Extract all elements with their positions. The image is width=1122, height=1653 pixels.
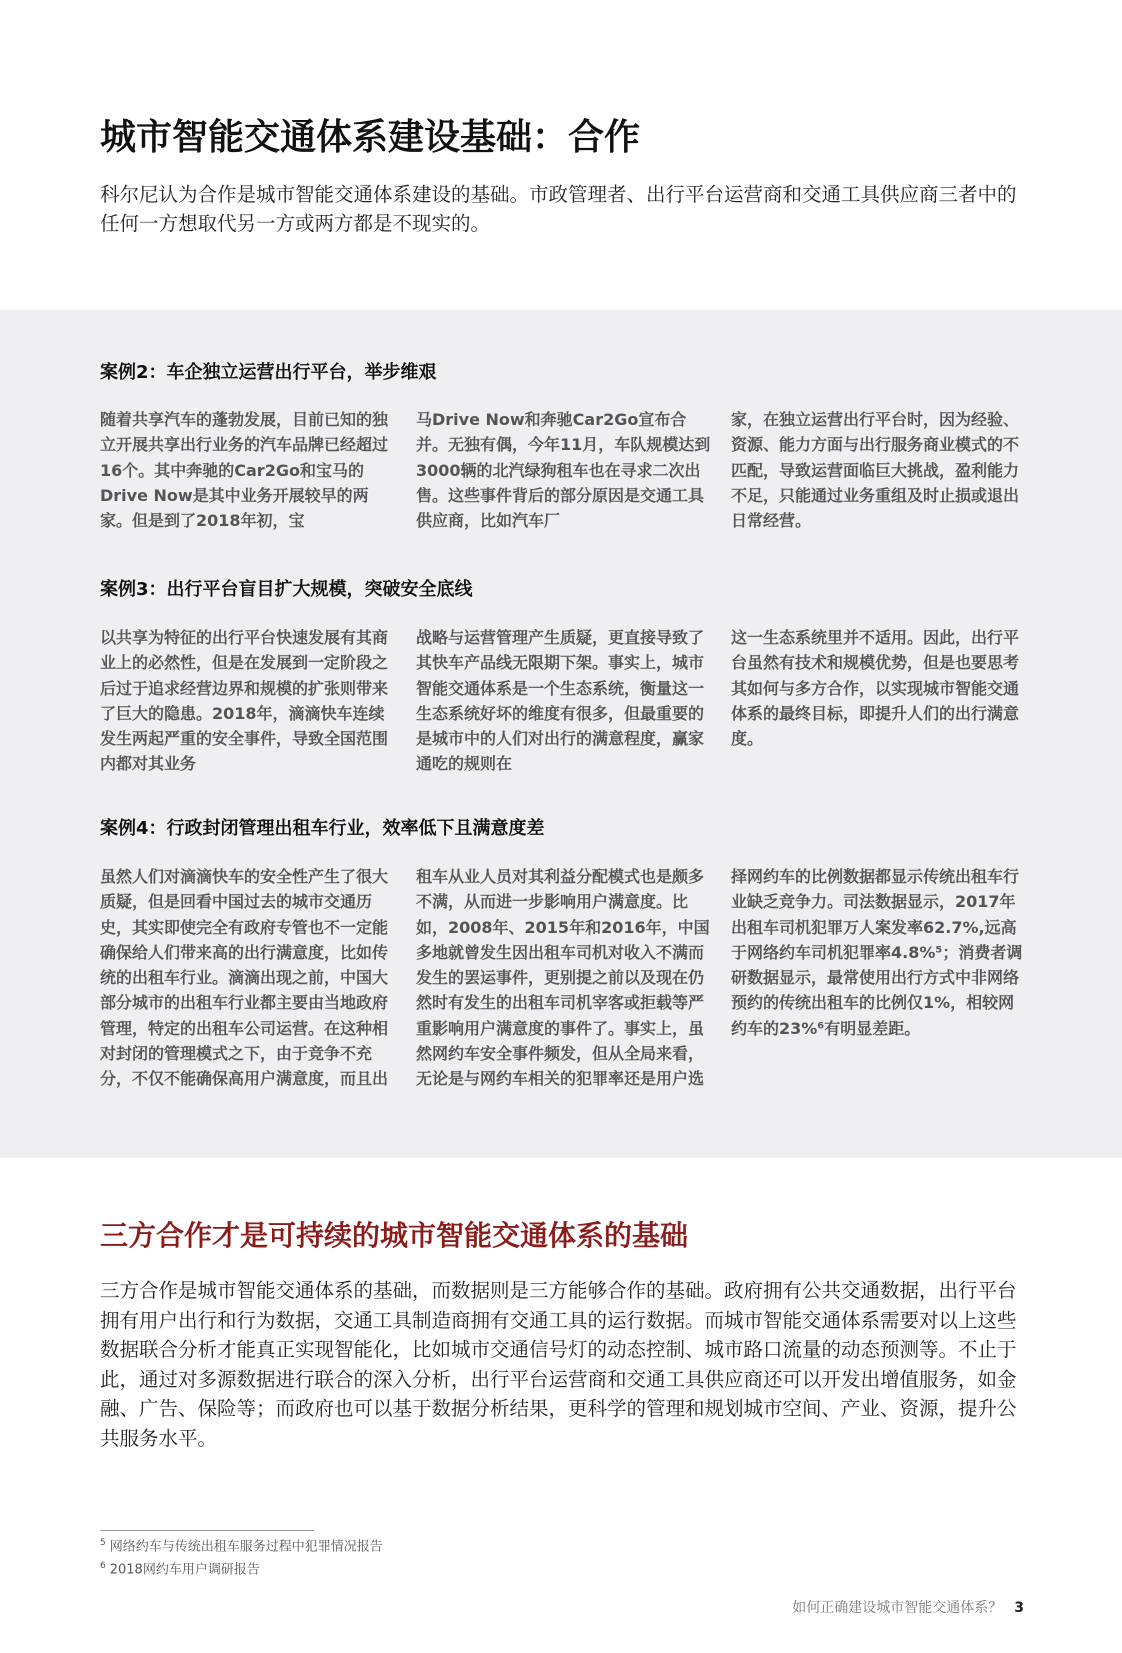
section-2-title: 三方合作才是可持续的城市智能交通体系的基础 xyxy=(100,1219,689,1252)
case-2-column-1: 随着共享汽车的蓬勃发展，目前已知的独立开展共享出行业务的汽车品牌已经超过16个。其中奔驰的Car2Go和宝马的Drive Now是其中业务开展较早的两家。但是到了2018年初，宝 xyxy=(100,410,389,531)
case-3-column-3: 这一生态系统里并不适用。因此，出行平台虽然有技术和规模优势，但是也要思考其如何与多方合作，以实现城市智能交通体系的最终目标，即提升人们的出行满意度。 xyxy=(731,628,1020,749)
case-2-heading: 案例2：车企独立运营出行平台，举步维艰 xyxy=(100,362,437,383)
case-3-column-2: 战略与运营管理产生质疑，更直接导致了其快车产品线无限期下架。事实上，城市智能交通体系是一个生态系统，衡量这一生态系统好坏的维度有很多，但最重要的是城市中的人们对出行的满意程度，赢家通吃的规则在 xyxy=(416,628,705,774)
case-4-column-1: 虽然人们对滴滴快车的安全性产生了很大质疑，但是回看中国过去的城市交通历史，其实即使完全有政府专管也不一定能确保给人们带来高的出行满意度，比如传统的出租车行业。滴滴出现之前，中国大部分城市的出租车行业都主要由当地政府管理，特定的出租车公司运营。在这种相对封闭的管理模式之下，由于竞争不充分，不仅不能确保高用户满意度，而且出 xyxy=(100,867,389,1089)
page-title: 城市智能交通体系建设基础：合作 xyxy=(100,117,641,158)
case-2-column-3: 家，在独立运营出行平台时，因为经验、资源、能力方面与出行服务商业模式的不匹配，导致运营面临巨大挑战，盈利能力不足，只能通过业务重组及时止损或退出日常经营。 xyxy=(731,410,1020,531)
case-4-heading: 案例4：行政封闭管理出租车行业，效率低下且满意度差 xyxy=(100,818,545,839)
case-3-heading: 案例3：出行平台盲目扩大规模，突破安全底线 xyxy=(100,579,473,600)
case-2-column-2: 马Drive Now和奔驰Car2Go宣布合并。无独有偶，今年11月，车队规模达到3000辆的北汽绿狗租车也在寻求二次出售。这些事件背后的部分原因是交通工具供应商，比如汽车厂 xyxy=(416,410,711,531)
footnote-5: $^5$ 网络约车与传统出租车服务过程中犯罪情况报告 xyxy=(100,1538,383,1555)
footer-title: 如何正确建设城市智能交通体系？ xyxy=(792,1600,1003,1616)
page-footer xyxy=(792,1597,1024,1617)
footnote-divider xyxy=(100,1530,314,1531)
case-3-column-1: 以共享为特征的出行平台快速发展有其商业上的必然性，但是在发展到一定阶段之后过于追求经营边界和规模的扩张则带来了巨大的隐患。2018年，滴滴快车连续发生两起严重的安全事件，导致全国范围内都对其业务 xyxy=(100,628,389,774)
case-4-column-2: 租车从业人员对其利益分配模式也是颇多不满，从而进一步影响用户满意度。比如，2008年、2015年和2016年，中国多地就曾发生因出租车司机对收入不满而发生的罢运事件，更别提之前以及现在仍然时有发生的出租车司机宰客或拒载等严重影响用户满意度的事件了。事实上，虽然网约车安全事件频发，但从全局来看，无论是与网约车相关的犯罪率还是用户选 xyxy=(416,867,710,1089)
section-2-body: 三方合作是城市智能交通体系的基础，而数据则是三方能够合作的基础。政府拥有公共交通数据，出行平台拥有用户出行和行为数据，交通工具制造商拥有交通工具的运行数据。而城市智能交通体系需要对以上这些数据联合分析才能真正实现智能化，比如城市交通信号灯的动态控制、城市路口流量的动态预测等。不止于此，通过对多源数据进行联合的深入分析，出行平台运营商和交通工具供应商还可以开发出增值服务，如金融、广告、保险等；而政府也可以基于数据分析结果，更科学的管理和规划城市空间、产业、资源，提升公共服务水平。 xyxy=(100,1279,1017,1450)
footnote-6: $^6$ 2018网约车用户调研报告 xyxy=(100,1561,260,1578)
case-4-column-3: 择网约车的比例数据都显示传统出租车行业缺乏竞争力。司法数据显示，2017年出租车司机犯罪万人案发率62.7%,远高于网络约车司机犯罪率4.8%⁵；消费者调研数据显示，最常使用出行方式中非网络预约的传统出租车的比例仅1%，相较网约车的23%⁶有明显差距。 xyxy=(731,867,1023,1038)
intro-paragraph: 科尔尼认为合作是城市智能交通体系建设的基础。市政管理者、出行平台运营商和交通工具供应商三者中的任何一方想取代另一方或两方都是不现实的。 xyxy=(100,183,1017,235)
page-number: 3 xyxy=(1014,1600,1024,1616)
